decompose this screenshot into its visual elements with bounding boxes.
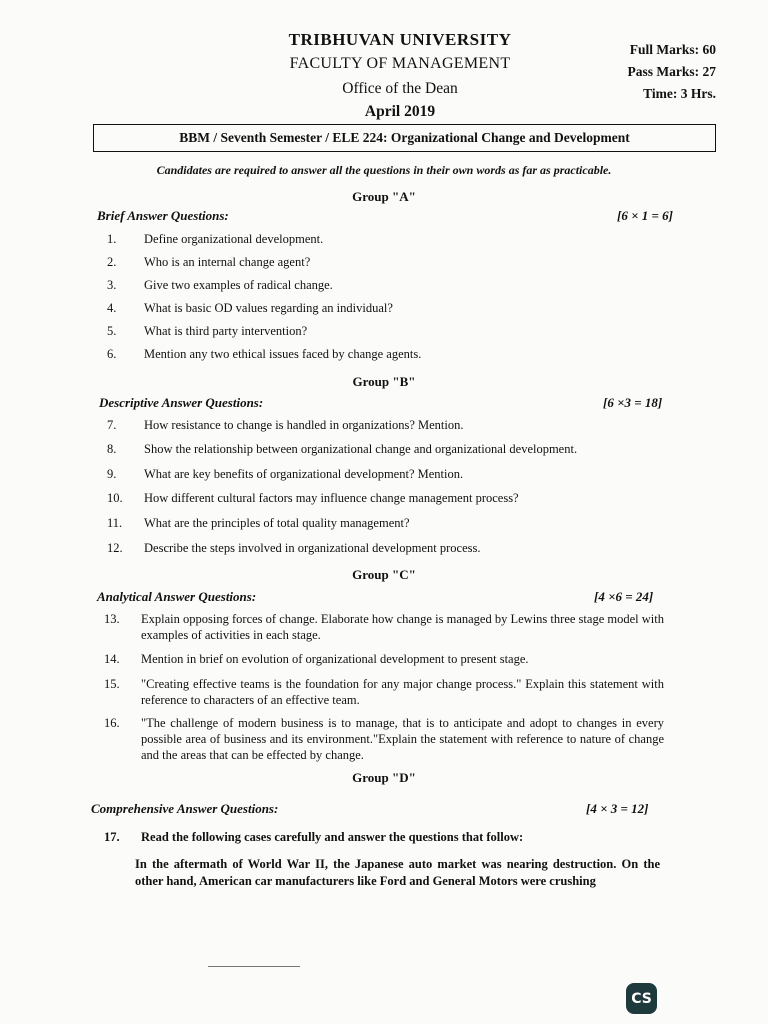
signature-line	[208, 966, 300, 967]
question-number: 13.	[104, 612, 120, 626]
pass-marks: Pass Marks: 27	[627, 64, 716, 79]
question-text: Show the relationship between organizational change and organizational development.	[144, 442, 578, 456]
question-text: Mention any two ethical issues faced by change agents.	[144, 347, 422, 361]
question-text: "Creating effective teams is the foundation for any major change process." Explain this statement with reference to characters of an effective team.	[141, 677, 664, 707]
question-text: What are the principles of total quality management?	[144, 516, 410, 530]
question-number: 1.	[107, 232, 117, 246]
section-marks: [6 ×3 = 18]	[603, 395, 663, 410]
question-number: 12.	[107, 541, 123, 555]
question-number: 9.	[107, 467, 117, 481]
question-text: What are key benefits of organizational development? Mention.	[144, 467, 464, 481]
exam-time: Time: 3 Hrs.	[643, 86, 716, 101]
question-text: "The challenge of modern business is to manage, that is to anticipate and adopt to changes in every possible area of business and its environment."Explain the statement with reference to nature of change and the areas that can be effected by change.	[141, 716, 664, 762]
group-title: Group "B"	[352, 374, 416, 389]
group-title: Group "D"	[352, 770, 416, 785]
question-item	[104, 676, 664, 710]
question-number: 15.	[104, 677, 120, 691]
section-heading: Comprehensive Answer Questions:	[91, 801, 279, 816]
section-marks: [4 × 3 = 12]	[586, 801, 649, 816]
instructions: Candidates are required to answer all the questions in their own words as far as practicable.	[156, 163, 612, 177]
question-number: 4.	[107, 301, 117, 315]
question-number: 8.	[107, 442, 117, 456]
faculty-name: FACULTY OF MANAGEMENT	[289, 55, 511, 72]
question-text: Describe the steps involved in organizational development process.	[144, 541, 481, 555]
question-text: Define organizational development.	[144, 232, 324, 246]
section-heading: Analytical Answer Questions:	[97, 589, 257, 604]
question-number: 7.	[107, 418, 117, 432]
question-number: 14.	[104, 652, 120, 666]
question-text: Who is an internal change agent?	[144, 255, 311, 269]
full-marks: Full Marks: 60	[629, 42, 716, 57]
question-number: 17.	[104, 830, 120, 844]
question-item	[104, 611, 664, 645]
question-text: What is third party intervention?	[144, 324, 308, 338]
question-text: How different cultural factors may influence change management process?	[144, 491, 519, 505]
question-text: What is basic OD values regarding an individual?	[144, 301, 393, 315]
question-number: 11.	[107, 516, 123, 530]
university-name: TRIBHUVAN UNIVERSITY	[288, 30, 512, 49]
office-name: Office of the Dean	[342, 80, 458, 97]
section-marks: [6 × 1 = 6]	[617, 208, 673, 223]
question-number: 6.	[107, 347, 117, 361]
question-number: 2.	[107, 255, 117, 269]
question-text: Give two examples of radical change.	[144, 278, 333, 292]
section-heading: Brief Answer Questions:	[97, 208, 229, 223]
section-heading: Descriptive Answer Questions:	[99, 395, 264, 410]
logo-text: CS	[631, 990, 652, 1007]
question-text: Mention in brief on evolution of organizational development to present stage.	[141, 652, 529, 666]
question-text: How resistance to change is handled in organizations? Mention.	[144, 418, 464, 432]
course-title: BBM / Seventh Semester / ELE 224: Organizational Change and Development	[179, 130, 630, 145]
exam-date: April 2019	[364, 103, 436, 120]
group-title: Group "A"	[352, 189, 416, 204]
question-text: Explain opposing forces of change. Elaborate how change is managed by Lewins three stage model with examples of activities in each stage.	[141, 612, 664, 642]
group-title: Group "C"	[352, 567, 416, 582]
camscanner-logo-icon	[626, 983, 657, 1014]
question-number: 3.	[107, 278, 117, 292]
question-number: 5.	[107, 324, 117, 338]
question-number: 10.	[107, 491, 123, 505]
question-item	[104, 715, 664, 765]
question-number: 16.	[104, 716, 120, 730]
question-text: Read the following cases carefully and answer the questions that follow:	[141, 830, 524, 844]
section-marks: [4 ×6 = 24]	[594, 589, 654, 604]
course-title-box	[93, 124, 716, 152]
case-passage: In the aftermath of World War II, the Japanese auto market was nearing destruction. On the other hand, American car manufacturers like Ford and General Motors were crushing	[135, 857, 660, 888]
